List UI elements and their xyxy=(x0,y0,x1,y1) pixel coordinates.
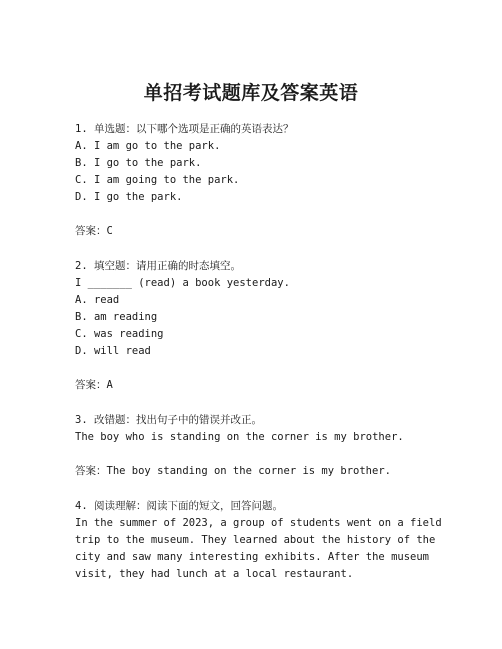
passage-line: visit, they had lunch at a local restaurant. xyxy=(75,568,354,580)
question-1-answer: 答案：C xyxy=(75,225,113,237)
question-2-option-a: A. read xyxy=(75,294,120,306)
question-3-sentence: The boy who is standing on the corner is my brother. xyxy=(75,431,404,443)
question-3-answer: 答案：The boy standing on the corner is my brother. xyxy=(75,465,391,477)
passage-line: trip to the museum. They learned about the history of the xyxy=(75,534,436,546)
question-2-option-b: B. am reading xyxy=(75,311,158,323)
question-3-stem: 3. 改错题：找出句子中的错误并改正。 xyxy=(75,414,262,426)
question-2-option-c: C. was reading xyxy=(75,328,164,340)
question-1-option-a: A. I am go to the park. xyxy=(75,140,221,152)
question-1-option-d: D. I go the park. xyxy=(75,191,183,203)
passage-line: In the summer of 2023, a group of students went on a field xyxy=(75,517,442,529)
question-1-option-b: B. I go to the park. xyxy=(75,157,202,169)
question-1-option-c: C. I am going to the park. xyxy=(75,174,240,186)
question-2-option-d: D. will read xyxy=(75,345,151,357)
question-2-stem: 2. 填空题：请用正确的时态填空。 xyxy=(75,260,241,272)
question-4-stem: 4. 阅读理解：阅读下面的短文，回答问题。 xyxy=(75,500,283,512)
page-title: 单招考试题库及答案英语 xyxy=(143,82,359,104)
question-2-answer: 答案：A xyxy=(75,379,113,391)
question-2-sentence: I _______ (read) a book yesterday. xyxy=(75,277,290,289)
passage-line: city and saw many interesting exhibits. After the museum xyxy=(75,551,430,563)
question-1-stem: 1. 单选题：以下哪个选项是正确的英语表达？ xyxy=(75,123,294,135)
